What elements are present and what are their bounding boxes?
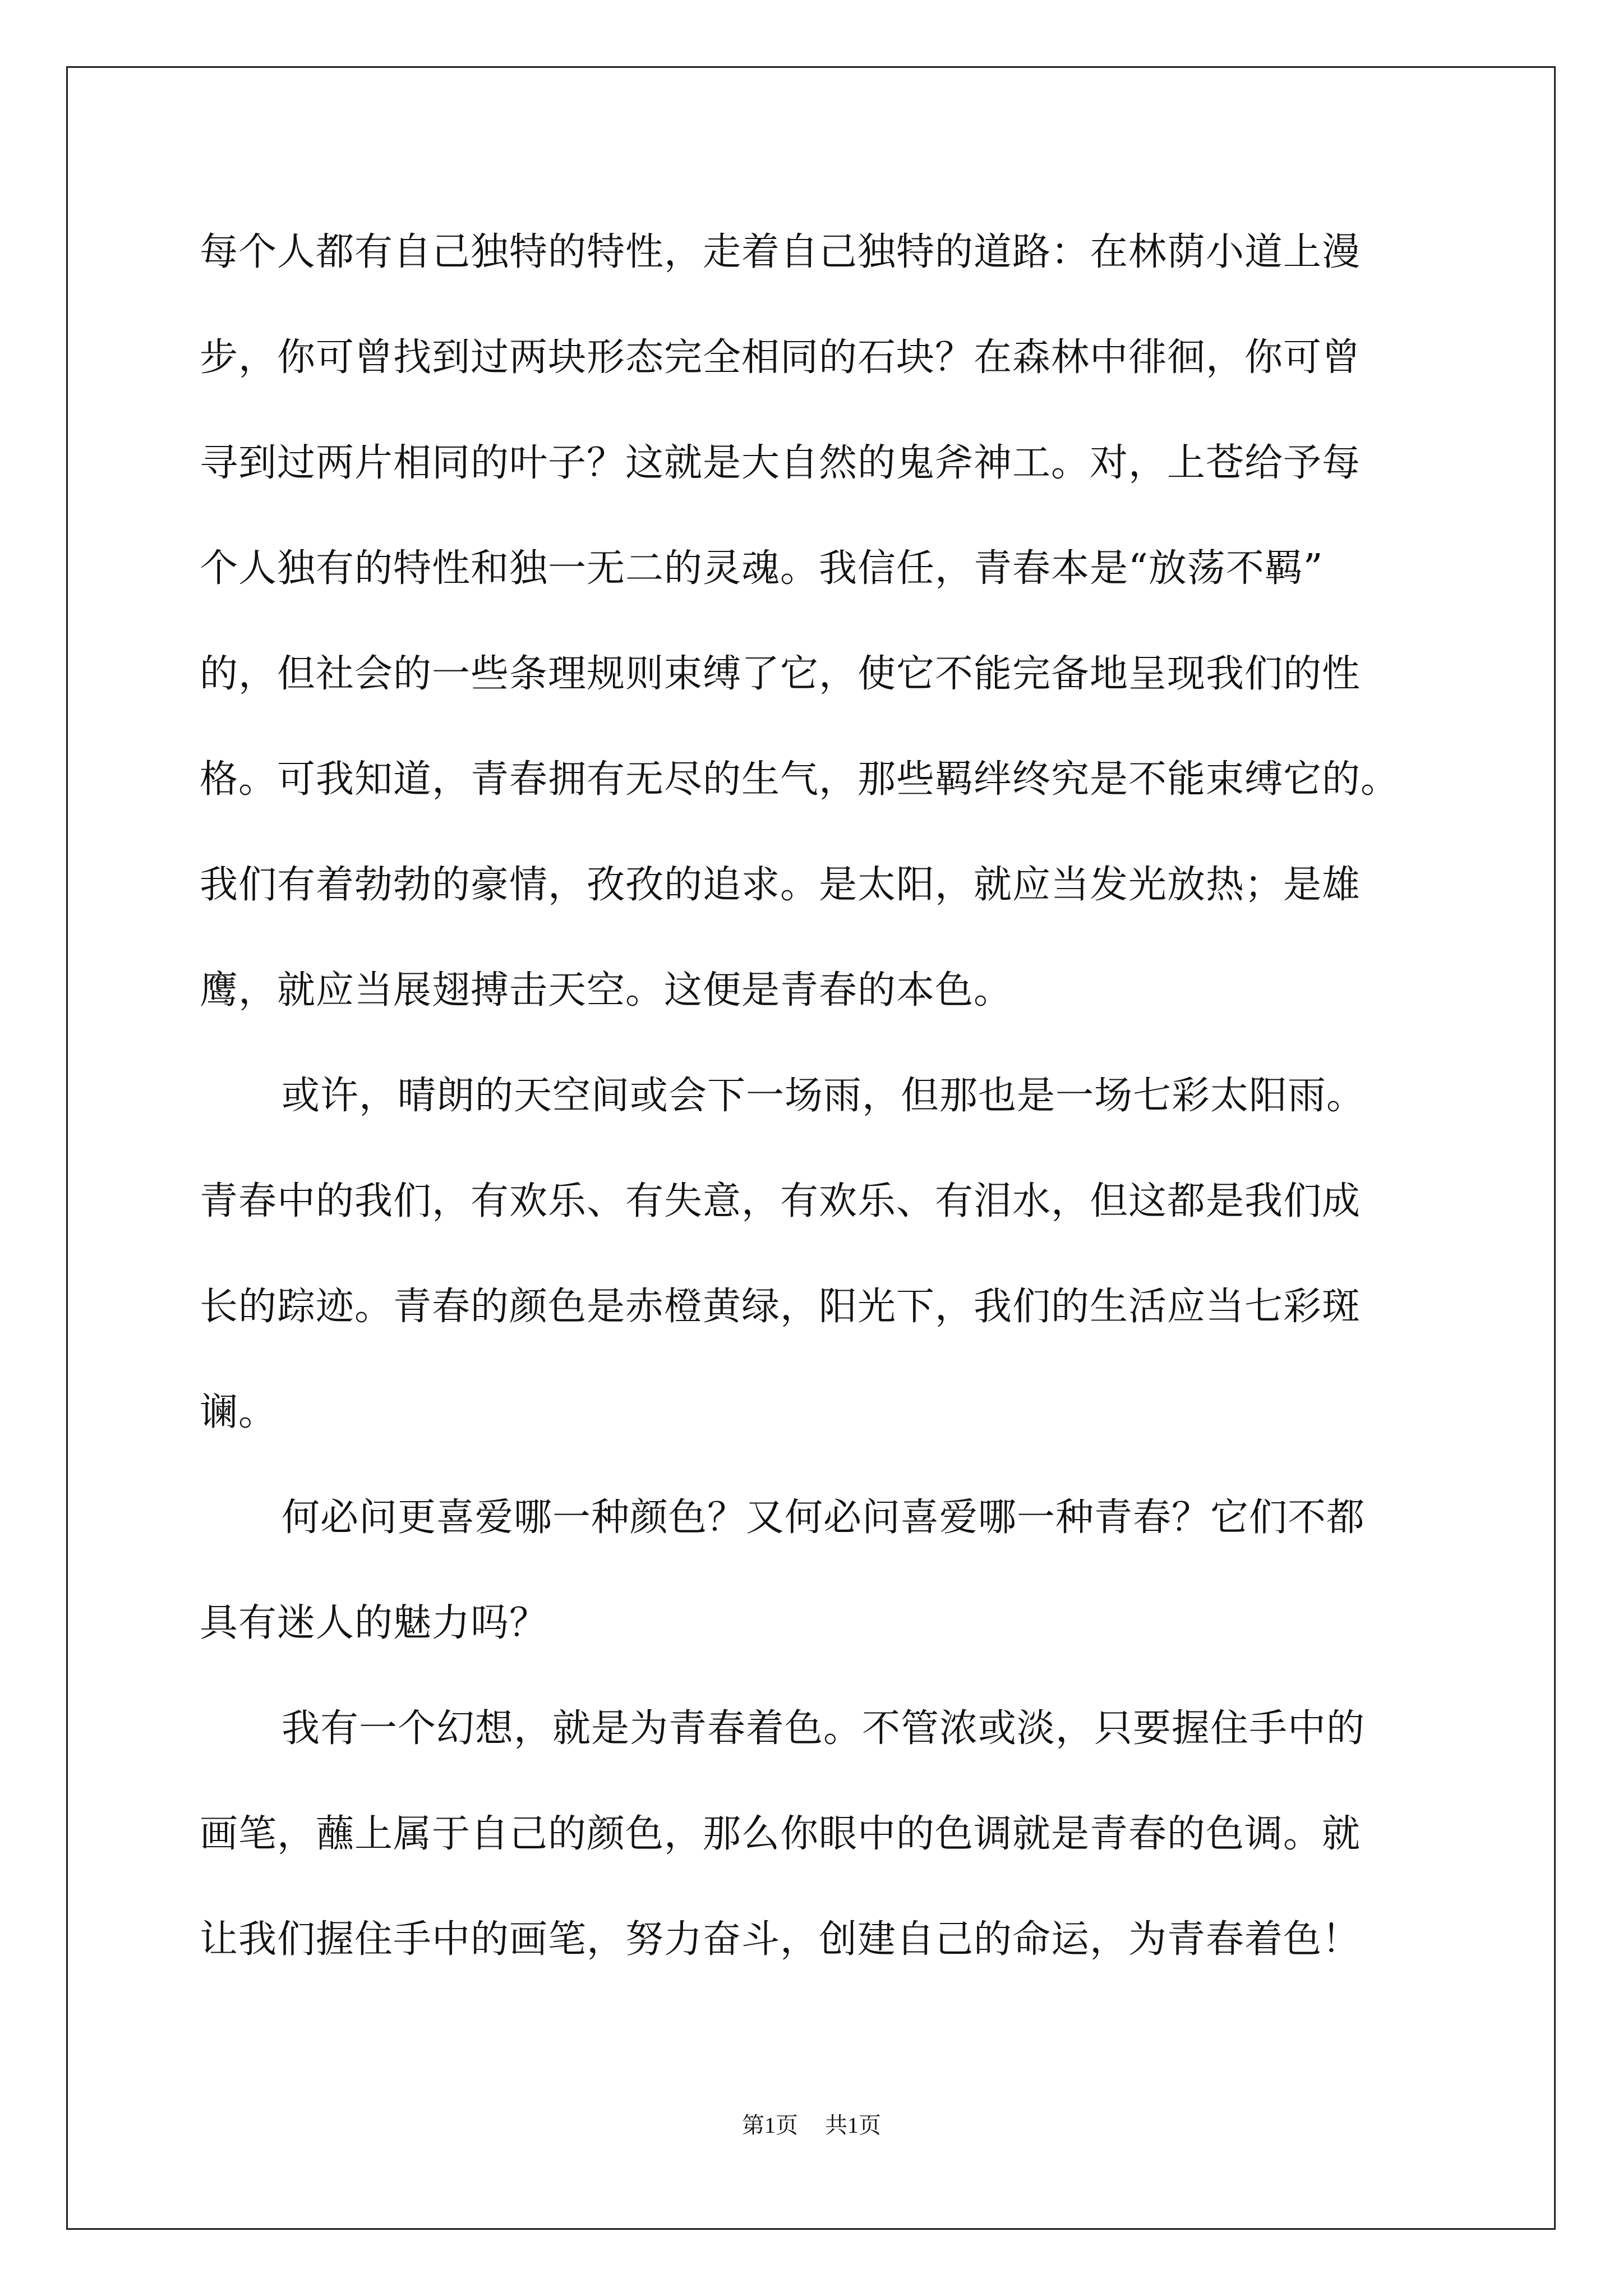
page-total: 共1页 <box>825 2113 881 2138</box>
page-footer <box>0 2111 1623 2139</box>
body-line: 青春中的我们，有欢乐、有失意，有欢乐、有泪水，但这都是我们成 <box>200 1179 1361 1223</box>
page-border <box>66 66 1556 2230</box>
body-line: 的，但社会的一些条理规则束缚了它，使它不能完备地呈现我们的性 <box>200 652 1361 696</box>
body-line: 寻到过两片相同的叶子？这就是大自然的鬼斧神工。对，上苍给予每 <box>200 441 1361 485</box>
paragraph-first-line: 我有一个幻想，就是为青春着色。不管浓或淡，只要握住手中的 <box>282 1706 1366 1751</box>
body-line: 让我们握住手中的画笔，努力奋斗，创建自己的命运，为青春着色！ <box>200 1917 1361 1962</box>
body-line: 鹰，就应当展翅搏击天空。这便是青春的本色。 <box>200 968 1013 1013</box>
body-line: 具有迷人的魅力吗？ <box>200 1601 548 1645</box>
body-line: 我们有着勃勃的豪情，孜孜的追求。是太阳，就应当发光放热；是雄 <box>200 863 1361 907</box>
body-line: 格。可我知道，青春拥有无尽的生气，那些羁绊终究是不能束缚它的。 <box>200 757 1400 802</box>
body-line: 每个人都有自己独特的特性，走着自己独特的道路：在林荫小道上漫 <box>200 230 1361 274</box>
page-number: 第1页 <box>742 2113 798 2138</box>
paragraph-first-line: 或许，晴朗的天空间或会下一场雨，但那也是一场七彩太阳雨。 <box>282 1074 1366 1118</box>
body-line: 个人独有的特性和独一无二的灵魂。我信任，青春本是“放荡不羁” <box>200 546 1324 591</box>
body-line: 步，你可曾找到过两块形态完全相同的石块？在森林中徘徊，你可曾 <box>200 335 1361 380</box>
body-line: 长的踪迹。青春的颜色是赤橙黄绿，阳光下，我们的生活应当七彩斑 <box>200 1285 1361 1329</box>
paragraph-first-line: 何必问更喜爱哪一种颜色？又何必问喜爱哪一种青春？它们不都 <box>282 1496 1366 1540</box>
body-line: 画笔，蘸上属于自己的颜色，那么你眼中的色调就是青春的色调。就 <box>200 1812 1361 1856</box>
body-line: 谰。 <box>200 1390 278 1434</box>
